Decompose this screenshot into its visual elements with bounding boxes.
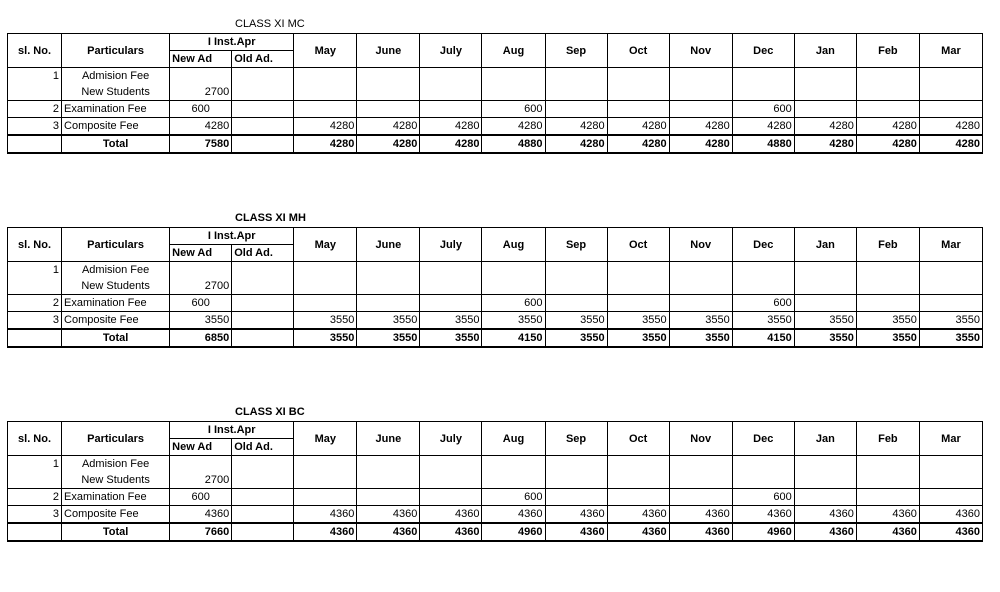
empty-cell — [607, 262, 669, 279]
particular-label: Examination Fee — [62, 295, 170, 312]
empty-cell — [794, 262, 856, 279]
empty-cell — [357, 101, 420, 118]
empty-cell — [357, 295, 420, 312]
empty-cell — [856, 101, 919, 118]
empty-cell — [856, 472, 919, 489]
empty-cell — [794, 295, 856, 312]
empty-cell — [357, 68, 420, 85]
header-month-july: July — [420, 228, 482, 262]
class-title: CLASS XI MH — [235, 212, 306, 224]
composite-fee-cell: 4360 — [482, 506, 545, 524]
particular-label: New Students — [62, 84, 170, 101]
composite-fee-cell: 4280 — [357, 118, 420, 136]
composite-fee-cell: 4280 — [294, 118, 357, 136]
total-new-ad: 7580 — [170, 135, 232, 153]
new-ad-value: 4360 — [170, 506, 232, 524]
empty-cell — [482, 456, 545, 473]
header-month-june: June — [357, 422, 420, 456]
empty-cell — [669, 68, 732, 85]
header-month-jan: Jan — [794, 422, 856, 456]
empty-cell — [794, 472, 856, 489]
empty-cell — [482, 262, 545, 279]
fee-table — [7, 421, 983, 542]
new-ad-value: 600 — [170, 489, 232, 506]
empty-cell — [919, 472, 982, 489]
header-old-ad: Old Ad. — [232, 439, 294, 456]
empty-cell — [919, 68, 982, 85]
empty-cell — [669, 278, 732, 295]
particular-label: Admision Fee — [62, 68, 170, 85]
new-ad-value: 2700 — [170, 84, 232, 101]
empty-cell — [545, 295, 607, 312]
header-sl-no: sl. No. — [8, 34, 62, 68]
exam-fee-dec: 600 — [732, 101, 794, 118]
empty-cell — [357, 472, 420, 489]
table-row — [8, 312, 983, 330]
empty-cell — [856, 456, 919, 473]
header-month-june: June — [357, 228, 420, 262]
fee-table — [7, 227, 983, 348]
empty-cell — [232, 278, 294, 295]
exam-fee-aug: 600 — [482, 101, 545, 118]
empty-cell — [794, 68, 856, 85]
header-month-nov: Nov — [669, 422, 732, 456]
composite-fee-cell: 4280 — [669, 118, 732, 136]
total-cell: 3550 — [856, 329, 919, 347]
total-cell: 4360 — [420, 523, 482, 541]
particular-label: Composite Fee — [62, 506, 170, 524]
total-row — [8, 135, 983, 153]
particular-label: Examination Fee — [62, 489, 170, 506]
header-month-oct: Oct — [607, 228, 669, 262]
empty-cell — [919, 456, 982, 473]
total-cell: 3550 — [294, 329, 357, 347]
total-cell: 4360 — [545, 523, 607, 541]
empty-cell — [8, 329, 62, 347]
empty-cell — [545, 101, 607, 118]
table-row — [8, 472, 983, 489]
empty-cell — [294, 262, 357, 279]
header-month-mar: Mar — [919, 34, 982, 68]
empty-cell — [420, 472, 482, 489]
table-row — [8, 118, 983, 136]
empty-cell — [545, 472, 607, 489]
composite-fee-cell: 4360 — [545, 506, 607, 524]
empty-cell — [919, 262, 982, 279]
composite-fee-cell: 4280 — [856, 118, 919, 136]
composite-fee-cell: 3550 — [545, 312, 607, 330]
empty-cell — [669, 456, 732, 473]
total-cell: 3550 — [669, 329, 732, 347]
total-label: Total — [62, 135, 170, 153]
empty-cell — [669, 262, 732, 279]
empty-cell — [919, 295, 982, 312]
empty-cell — [232, 135, 294, 153]
header-inst-apr: I Inst.Apr — [170, 228, 294, 245]
header-particulars: Particulars — [62, 422, 170, 456]
composite-fee-cell: 3550 — [420, 312, 482, 330]
header-month-dec: Dec — [732, 228, 794, 262]
composite-fee-cell: 4360 — [357, 506, 420, 524]
header-month-july: July — [420, 422, 482, 456]
total-cell: 3550 — [420, 329, 482, 347]
empty-cell — [232, 312, 294, 330]
composite-fee-cell: 3550 — [294, 312, 357, 330]
empty-cell — [170, 456, 232, 473]
header-month-nov: Nov — [669, 228, 732, 262]
total-cell: 4360 — [919, 523, 982, 541]
header-old-ad: Old Ad. — [232, 245, 294, 262]
total-row — [8, 329, 983, 347]
composite-fee-cell: 4280 — [732, 118, 794, 136]
empty-cell — [232, 262, 294, 279]
empty-cell — [856, 489, 919, 506]
row-number: 2 — [8, 101, 62, 118]
composite-fee-cell: 3550 — [732, 312, 794, 330]
empty-cell — [294, 84, 357, 101]
row-number: 3 — [8, 506, 62, 524]
particular-label: Examination Fee — [62, 101, 170, 118]
table-row — [8, 68, 983, 85]
table-row — [8, 84, 983, 101]
total-cell: 3550 — [607, 329, 669, 347]
total-cell: 4280 — [669, 135, 732, 153]
total-cell: 4280 — [856, 135, 919, 153]
header-month-dec: Dec — [732, 422, 794, 456]
empty-cell — [482, 84, 545, 101]
total-cell: 4960 — [482, 523, 545, 541]
total-cell: 4280 — [607, 135, 669, 153]
composite-fee-cell: 3550 — [482, 312, 545, 330]
empty-cell — [856, 84, 919, 101]
empty-cell — [8, 278, 62, 295]
empty-cell — [232, 472, 294, 489]
composite-fee-cell: 3550 — [607, 312, 669, 330]
empty-cell — [232, 506, 294, 524]
empty-cell — [669, 472, 732, 489]
total-new-ad: 6850 — [170, 329, 232, 347]
empty-cell — [294, 456, 357, 473]
header-month-sep: Sep — [545, 34, 607, 68]
empty-cell — [607, 101, 669, 118]
composite-fee-cell: 4280 — [482, 118, 545, 136]
empty-cell — [357, 456, 420, 473]
table-row — [8, 262, 983, 279]
table-row — [8, 456, 983, 473]
header-month-sep: Sep — [545, 422, 607, 456]
empty-cell — [232, 68, 294, 85]
empty-cell — [732, 68, 794, 85]
header-row — [8, 422, 983, 439]
composite-fee-cell: 4360 — [794, 506, 856, 524]
composite-fee-cell: 4360 — [669, 506, 732, 524]
total-cell: 4360 — [669, 523, 732, 541]
empty-cell — [232, 295, 294, 312]
empty-cell — [669, 489, 732, 506]
empty-cell — [794, 101, 856, 118]
header-old-ad: Old Ad. — [232, 51, 294, 68]
header-month-aug: Aug — [482, 228, 545, 262]
empty-cell — [732, 278, 794, 295]
empty-cell — [607, 68, 669, 85]
total-cell: 3550 — [794, 329, 856, 347]
composite-fee-cell: 3550 — [669, 312, 732, 330]
table-row — [8, 489, 983, 506]
empty-cell — [856, 262, 919, 279]
empty-cell — [420, 262, 482, 279]
empty-cell — [8, 523, 62, 541]
table-row — [8, 506, 983, 524]
row-number: 2 — [8, 295, 62, 312]
header-new-ad: New Ad — [170, 51, 232, 68]
table-row — [8, 101, 983, 118]
empty-cell — [732, 84, 794, 101]
empty-cell — [420, 84, 482, 101]
empty-cell — [794, 84, 856, 101]
empty-cell — [420, 295, 482, 312]
total-cell: 4360 — [794, 523, 856, 541]
composite-fee-cell: 3550 — [856, 312, 919, 330]
header-month-feb: Feb — [856, 228, 919, 262]
total-cell: 4880 — [482, 135, 545, 153]
total-cell: 4150 — [482, 329, 545, 347]
composite-fee-cell: 4360 — [919, 506, 982, 524]
total-cell: 4280 — [545, 135, 607, 153]
composite-fee-cell: 4280 — [607, 118, 669, 136]
empty-cell — [794, 489, 856, 506]
empty-cell — [232, 329, 294, 347]
empty-cell — [794, 456, 856, 473]
header-particulars: Particulars — [62, 34, 170, 68]
row-number: 1 — [8, 262, 62, 279]
empty-cell — [669, 101, 732, 118]
empty-cell — [420, 68, 482, 85]
empty-cell — [856, 278, 919, 295]
total-cell: 4360 — [294, 523, 357, 541]
class-title: CLASS XI MC — [235, 18, 305, 30]
empty-cell — [607, 472, 669, 489]
new-ad-value: 2700 — [170, 278, 232, 295]
particular-label: New Students — [62, 472, 170, 489]
row-number: 2 — [8, 489, 62, 506]
total-cell: 4150 — [732, 329, 794, 347]
total-cell: 4280 — [794, 135, 856, 153]
new-ad-value: 3550 — [170, 312, 232, 330]
header-particulars: Particulars — [62, 228, 170, 262]
class-title: CLASS XI BC — [235, 406, 305, 418]
composite-fee-cell: 4360 — [856, 506, 919, 524]
empty-cell — [732, 456, 794, 473]
empty-cell — [294, 472, 357, 489]
fee-table — [7, 33, 983, 154]
empty-cell — [482, 278, 545, 295]
total-cell: 4280 — [919, 135, 982, 153]
new-ad-value: 2700 — [170, 472, 232, 489]
total-row — [8, 523, 983, 541]
empty-cell — [294, 278, 357, 295]
total-new-ad: 7660 — [170, 523, 232, 541]
exam-fee-dec: 600 — [732, 489, 794, 506]
header-new-ad: New Ad — [170, 245, 232, 262]
new-ad-value: 600 — [170, 101, 232, 118]
header-month-nov: Nov — [669, 34, 732, 68]
empty-cell — [607, 456, 669, 473]
total-label: Total — [62, 523, 170, 541]
empty-cell — [294, 295, 357, 312]
empty-cell — [170, 262, 232, 279]
header-sl-no: sl. No. — [8, 228, 62, 262]
empty-cell — [669, 84, 732, 101]
header-month-may: May — [294, 34, 357, 68]
empty-cell — [545, 278, 607, 295]
empty-cell — [420, 456, 482, 473]
empty-cell — [294, 101, 357, 118]
header-row — [8, 34, 983, 51]
total-cell: 4280 — [420, 135, 482, 153]
header-month-mar: Mar — [919, 228, 982, 262]
empty-cell — [545, 84, 607, 101]
empty-cell — [794, 278, 856, 295]
empty-cell — [232, 456, 294, 473]
total-cell: 4360 — [856, 523, 919, 541]
empty-cell — [545, 489, 607, 506]
empty-cell — [482, 68, 545, 85]
composite-fee-cell: 4360 — [607, 506, 669, 524]
total-cell: 4880 — [732, 135, 794, 153]
empty-cell — [732, 472, 794, 489]
composite-fee-cell: 4280 — [420, 118, 482, 136]
empty-cell — [607, 84, 669, 101]
empty-cell — [669, 295, 732, 312]
empty-cell — [294, 489, 357, 506]
header-inst-apr: I Inst.Apr — [170, 422, 294, 439]
exam-fee-aug: 600 — [482, 295, 545, 312]
empty-cell — [482, 472, 545, 489]
header-month-may: May — [294, 422, 357, 456]
empty-cell — [607, 278, 669, 295]
empty-cell — [919, 278, 982, 295]
composite-fee-cell: 4280 — [545, 118, 607, 136]
empty-cell — [919, 84, 982, 101]
header-month-feb: Feb — [856, 34, 919, 68]
header-sl-no: sl. No. — [8, 422, 62, 456]
composite-fee-cell: 3550 — [357, 312, 420, 330]
particular-label: Composite Fee — [62, 118, 170, 136]
empty-cell — [357, 84, 420, 101]
empty-cell — [732, 262, 794, 279]
composite-fee-cell: 4360 — [294, 506, 357, 524]
header-row — [8, 228, 983, 245]
row-number: 1 — [8, 68, 62, 85]
empty-cell — [420, 489, 482, 506]
header-month-sep: Sep — [545, 228, 607, 262]
particular-label: Composite Fee — [62, 312, 170, 330]
row-number: 1 — [8, 456, 62, 473]
total-cell: 4280 — [294, 135, 357, 153]
composite-fee-cell: 4280 — [919, 118, 982, 136]
header-month-july: July — [420, 34, 482, 68]
total-cell: 3550 — [919, 329, 982, 347]
header-month-aug: Aug — [482, 34, 545, 68]
composite-fee-cell: 3550 — [919, 312, 982, 330]
empty-cell — [420, 278, 482, 295]
empty-cell — [919, 489, 982, 506]
exam-fee-aug: 600 — [482, 489, 545, 506]
table-row — [8, 278, 983, 295]
empty-cell — [545, 456, 607, 473]
composite-fee-cell: 4360 — [420, 506, 482, 524]
empty-cell — [8, 84, 62, 101]
empty-cell — [232, 489, 294, 506]
composite-fee-cell: 3550 — [794, 312, 856, 330]
empty-cell — [232, 84, 294, 101]
empty-cell — [8, 472, 62, 489]
empty-cell — [232, 118, 294, 136]
empty-cell — [232, 101, 294, 118]
empty-cell — [856, 295, 919, 312]
empty-cell — [232, 523, 294, 541]
empty-cell — [170, 68, 232, 85]
header-month-june: June — [357, 34, 420, 68]
total-cell: 4360 — [357, 523, 420, 541]
empty-cell — [856, 68, 919, 85]
composite-fee-cell: 4280 — [794, 118, 856, 136]
total-cell: 4360 — [607, 523, 669, 541]
empty-cell — [420, 101, 482, 118]
total-cell: 4960 — [732, 523, 794, 541]
empty-cell — [919, 101, 982, 118]
empty-cell — [294, 68, 357, 85]
header-new-ad: New Ad — [170, 439, 232, 456]
table-row — [8, 295, 983, 312]
empty-cell — [607, 489, 669, 506]
header-month-mar: Mar — [919, 422, 982, 456]
header-month-jan: Jan — [794, 228, 856, 262]
empty-cell — [8, 135, 62, 153]
header-inst-apr: I Inst.Apr — [170, 34, 294, 51]
exam-fee-dec: 600 — [732, 295, 794, 312]
particular-label: Admision Fee — [62, 456, 170, 473]
composite-fee-cell: 4360 — [732, 506, 794, 524]
row-number: 3 — [8, 118, 62, 136]
total-label: Total — [62, 329, 170, 347]
header-month-oct: Oct — [607, 422, 669, 456]
empty-cell — [545, 262, 607, 279]
header-month-oct: Oct — [607, 34, 669, 68]
total-cell: 3550 — [545, 329, 607, 347]
empty-cell — [545, 68, 607, 85]
total-cell: 4280 — [357, 135, 420, 153]
particular-label: Admision Fee — [62, 262, 170, 279]
new-ad-value: 600 — [170, 295, 232, 312]
header-month-may: May — [294, 228, 357, 262]
total-cell: 3550 — [357, 329, 420, 347]
new-ad-value: 4280 — [170, 118, 232, 136]
header-month-jan: Jan — [794, 34, 856, 68]
header-month-dec: Dec — [732, 34, 794, 68]
empty-cell — [357, 278, 420, 295]
header-month-feb: Feb — [856, 422, 919, 456]
empty-cell — [357, 262, 420, 279]
row-number: 3 — [8, 312, 62, 330]
empty-cell — [357, 489, 420, 506]
header-month-aug: Aug — [482, 422, 545, 456]
empty-cell — [607, 295, 669, 312]
particular-label: New Students — [62, 278, 170, 295]
